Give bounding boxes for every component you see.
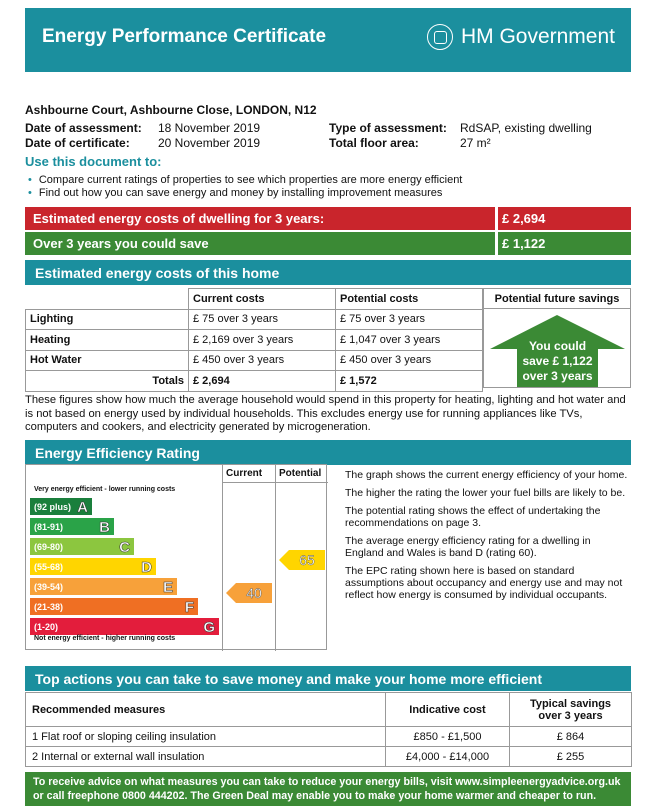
measure-cost: £850 - £1,500 (386, 727, 510, 747)
band-range: (55-68) (34, 562, 64, 572)
use-bullet: • Compare current ratings of properties to see which properties are more energy efficient (28, 174, 463, 186)
rating-band-f (30, 598, 198, 615)
floor-area-label: Total floor area: (329, 136, 419, 150)
table-row (26, 350, 483, 371)
band-letter: A (77, 499, 88, 516)
table-row (26, 747, 632, 767)
certificate-header (25, 8, 631, 72)
bar-divider (495, 207, 498, 230)
rating-section-heading: Energy Efficiency Rating (25, 440, 631, 465)
table-row (26, 727, 632, 747)
bullet-icon: • (28, 187, 32, 199)
totals-label: Totals (26, 371, 189, 392)
band-letter: G (203, 619, 215, 636)
savings-header: Typical savings over 3 years (510, 693, 632, 727)
date-of-assessment-label: Date of assessment: (25, 121, 142, 135)
rating-text-3: The potential rating shows the effect of undertaking the recommendations on page 3. (345, 505, 601, 529)
floor-area-value: 27 m² (460, 136, 491, 150)
estimated-cost-label: Estimated energy costs of dwelling for 3 years: (33, 211, 325, 226)
could-save-label: Over 3 years you could save (33, 236, 209, 251)
cost-header: Indicative cost (386, 693, 510, 727)
band-letter: E (162, 579, 173, 596)
use-bullets (28, 174, 462, 200)
current-rating-arrow (226, 583, 272, 603)
potential-cost: £ 75 over 3 years (336, 309, 483, 330)
totals-row (26, 371, 483, 392)
band-range: (92 plus) (34, 502, 72, 512)
energy-rating-chart (25, 464, 327, 650)
estimated-cost-bar (25, 207, 631, 230)
total-potential: £ 1,572 (336, 371, 483, 392)
could-save-value: £ 1,122 (502, 236, 546, 251)
potential-cost: £ 1,047 over 3 years (336, 330, 483, 351)
bar-divider (495, 232, 498, 255)
costs-note: These figures show how much the average household would spend in this property for heating, lighting and hot water and is not based on energy used by individual households. This excludes energy use for running appliances like TVs, computers and cookers, and electricity generated by microgeneration. (25, 394, 626, 433)
measure-name: 2 Internal or external wall insulation (26, 747, 386, 767)
rating-current-header: Current (226, 468, 263, 479)
estimated-cost-value: £ 2,694 (502, 211, 546, 226)
measure-saving: £ 864 (510, 727, 632, 747)
savings-arrow-text: You could save £ 1,122 over 3 years (522, 339, 593, 383)
rating-text-5: The EPC rating shown here is based on standard assumptions about occupancy and energy use and may not reflect how energy is consumed by individual occupants. (345, 565, 623, 601)
measures-header: Recommended measures (26, 693, 386, 727)
rating-explanation (345, 469, 631, 607)
actions-table (25, 692, 632, 767)
potential-savings-header: Potential future savings (484, 289, 630, 309)
current-cost: £ 75 over 3 years (189, 309, 336, 330)
bullet-icon: • (28, 174, 32, 186)
rating-band-c (30, 538, 134, 555)
potential-savings-box (483, 288, 631, 388)
table-row (26, 330, 483, 351)
rating-band-e (30, 578, 177, 595)
table-row (26, 309, 483, 330)
potential-cost: £ 450 over 3 years (336, 350, 483, 371)
use-document-title: Use this document to: (25, 154, 162, 169)
band-range: (1-20) (34, 622, 59, 632)
could-save-bar (25, 232, 631, 255)
band-range: (39-54) (34, 582, 64, 592)
band-letter: F (184, 599, 194, 616)
use-bullet: • Find out how you can save energy and money by installing improvement measures (28, 187, 443, 199)
row-label: Lighting (26, 309, 189, 330)
band-range: (81-91) (34, 522, 64, 532)
row-label: Heating (26, 330, 189, 351)
band-letter: B (99, 519, 110, 536)
total-current: £ 2,694 (189, 371, 336, 392)
hm-government-logo (427, 24, 615, 50)
band-letter: C (119, 539, 130, 556)
rating-text-4: The average energy efficiency rating for a dwelling in England and Wales is band D (rating 60). (345, 535, 591, 559)
certificate-title: Energy Performance Certificate (42, 26, 327, 47)
rating-potential-header: Potential (279, 468, 322, 479)
type-of-assessment-value: RdSAP, existing dwelling (460, 121, 592, 135)
date-of-assessment-value: 18 November 2019 (158, 121, 261, 135)
crest-icon (427, 24, 453, 50)
band-range: (69-80) (34, 542, 64, 552)
col-divider (222, 465, 223, 651)
current-costs-header: Current costs (189, 289, 336, 310)
current-cost: £ 2,169 over 3 years (189, 330, 336, 351)
rating-bottom-note: Not energy efficient - higher running costs (34, 635, 176, 642)
current-rating-value: 40 (246, 585, 262, 601)
col-divider (275, 465, 276, 651)
rating-band-d (30, 558, 156, 575)
advice-footer: To receive advice on what measures you can take to reduce your energy bills, visit www.simpleenergyadvice.org.uk or call freephone 0800 444202. The Green Deal may enable you to make your home warmer and cheaper to run. (25, 772, 631, 806)
measure-cost: £4,000 - £14,000 (386, 747, 510, 767)
rating-band-a (30, 498, 92, 515)
band-range: (21-38) (34, 602, 64, 612)
rating-text-2: The higher the rating the lower your fuel bills are likely to be. (345, 487, 626, 499)
rating-band-g (30, 618, 219, 635)
costs-table (25, 288, 483, 392)
actions-section-heading: Top actions you can take to save money and make your home more efficient (25, 666, 631, 691)
potential-costs-header: Potential costs (336, 289, 483, 310)
costs-section-heading: Estimated energy costs of this home (25, 260, 631, 285)
gov-label: HM Government (460, 25, 615, 48)
property-address: Ashbourne Court, Ashbourne Close, LONDON, N12 (25, 103, 317, 117)
rating-text-1: The graph shows the current energy efficiency of your home. (345, 469, 628, 481)
current-cost: £ 450 over 3 years (189, 350, 336, 371)
header-divider (222, 482, 328, 483)
potential-rating-value: 65 (299, 552, 315, 568)
rating-top-note: Very energy efficient - lower running costs (34, 486, 176, 493)
potential-rating-arrow (279, 550, 325, 570)
measure-name: 1 Flat roof or sloping ceiling insulation (26, 727, 386, 747)
row-label: Hot Water (26, 350, 189, 371)
type-of-assessment-label: Type of assessment: (329, 121, 447, 135)
rating-band-b (30, 518, 114, 535)
empty-header-cell (26, 289, 189, 310)
measure-saving: £ 255 (510, 747, 632, 767)
band-letter: D (141, 559, 152, 576)
date-of-certificate-value: 20 November 2019 (158, 136, 261, 150)
date-of-certificate-label: Date of certificate: (25, 136, 130, 150)
